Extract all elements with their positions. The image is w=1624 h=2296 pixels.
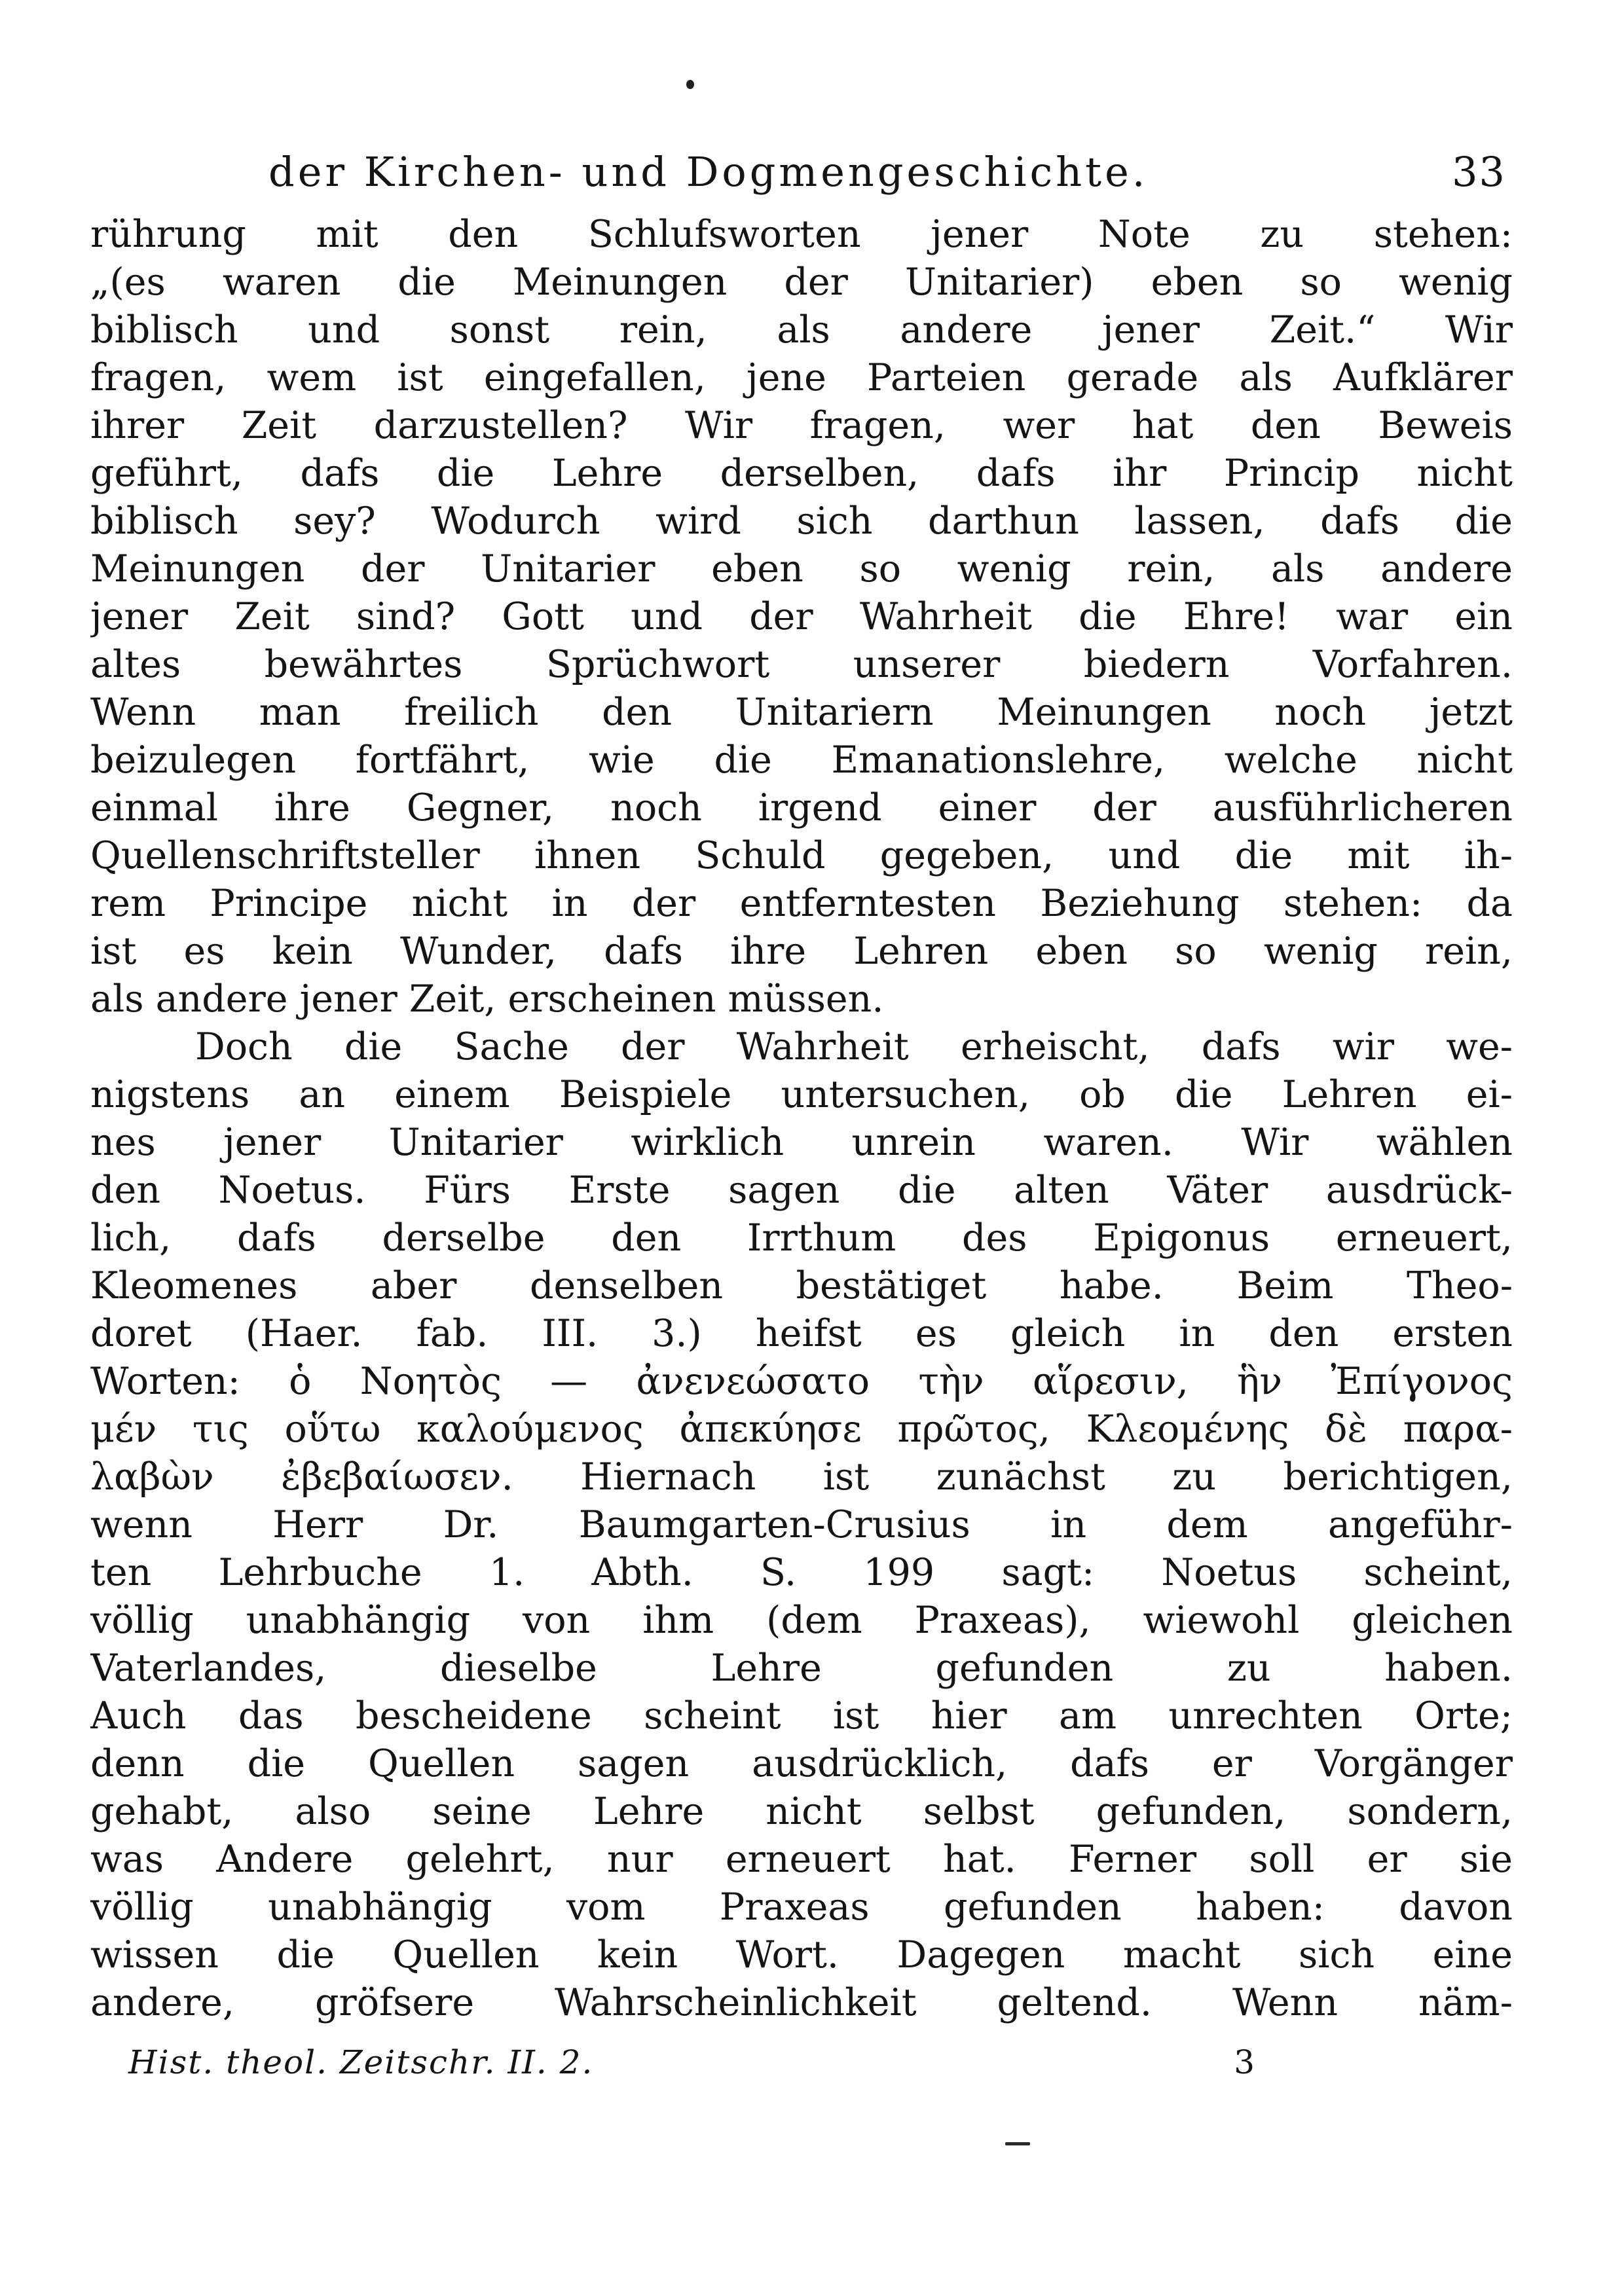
journal-reference: Hist. theol. Zeitschr. II. 2.	[128, 2043, 594, 2081]
page-header	[268, 143, 1506, 202]
text-line: Meinungen der Unitarier eben so wenig rein, als andere	[90, 547, 1513, 591]
text-line: biblisch sey? Wodurch wird sich darthun lassen, dafs die	[90, 500, 1513, 543]
text-line: Kleomenes aber denselben bestätiget habe. Beim Theo-	[90, 1264, 1513, 1307]
text-line: gehabt, also seine Lehre nicht selbst gefunden, sondern,	[90, 1790, 1513, 1833]
text-line: ihrer Zeit darzustellen? Wir fragen, wer hat den Beweis	[90, 404, 1513, 447]
text-line: völlig unabhängig von ihm (dem Praxeas), wiewohl gleichen	[90, 1599, 1513, 1642]
text-line: Wenn man freilich den Unitariern Meinungen noch jetzt	[90, 691, 1513, 734]
text-line: ist es kein Wunder, dafs ihre Lehren eben so wenig rein,	[90, 930, 1513, 973]
text-line: „(es waren die Meinungen der Unitarier) eben so wenig	[90, 261, 1513, 304]
page-footer	[128, 2036, 1255, 2088]
text-line: wissen die Quellen kein Wort. Dagegen macht sich eine	[90, 1933, 1513, 1977]
greek-quote-line: Worten: ὁ Νοητὸς — ἀνενεώσατο τὴν αἵρεσιν, ἣν Ἐπίγονος	[90, 1360, 1513, 1403]
text-line: fragen, wem ist eingefallen, jene Parteien gerade als Aufklärer	[90, 356, 1513, 399]
text-line: andere, gröfsere Wahrscheinlichkeit geltend. Wenn näm-	[90, 1981, 1513, 2024]
text-line: einmal ihre Gegner, noch irgend einer der ausführlicheren	[90, 786, 1513, 829]
text-line: doret (Haer. fab. III. 3.) heifst es gleich in den ersten	[90, 1312, 1513, 1355]
text-line: geführt, dafs die Lehre derselben, dafs ihr Princip nicht	[90, 452, 1513, 495]
text-line: rührung mit den Schlufsworten jener Note zu stehen:	[90, 213, 1513, 256]
paragraph-end-line: als andere jener Zeit, erscheinen müssen.	[90, 977, 884, 1021]
running-title: der Kirchen- und Dogmengeschichte.	[268, 148, 1149, 196]
text-line: rem Principe nicht in der entferntesten Beziehung stehen: da	[90, 882, 1513, 925]
signature-mark: 3	[1234, 2043, 1255, 2081]
page-number: 33	[1452, 148, 1506, 196]
text-line: nigstens an einem Beispiele untersuchen, ob die Lehren ei-	[90, 1073, 1513, 1116]
text-line: völlig unabhängig vom Praxeas gefunden haben: davon	[90, 1886, 1513, 1929]
text-line: jener Zeit sind? Gott und der Wahrheit die Ehre! war ein	[90, 595, 1513, 638]
greek-quote-line: λαβὼν ἐβεβαίωσεν. Hiernach ist zunächst zu berichtigen,	[90, 1455, 1513, 1499]
text-line: Vaterlandes, dieselbe Lehre gefunden zu haben.	[90, 1647, 1513, 1690]
text-line: nes jener Unitarier wirklich unrein waren. Wir wählen	[90, 1121, 1513, 1164]
text-line: Auch das bescheidene scheint ist hier am unrechten Orte;	[90, 1694, 1513, 1738]
paragraph-start-line: Doch die Sache der Wahrheit erheischt, dafs wir we-	[195, 1025, 1513, 1068]
text-line: was Andere gelehrt, nur erneuert hat. Ferner soll er sie	[90, 1838, 1513, 1881]
text-line: Quellenschriftsteller ihnen Schuld gegeben, und die mit ih-	[90, 834, 1513, 877]
text-line: wenn Herr Dr. Baumgarten-Crusius in dem angeführ-	[90, 1503, 1513, 1546]
text-line: biblisch und sonst rein, als andere jener Zeit.“ Wir	[90, 308, 1513, 352]
text-line: altes bewährtes Sprüchwort unserer biedern Vorfahren.	[90, 643, 1513, 686]
ink-speck	[686, 80, 694, 89]
body-text	[90, 211, 1513, 2027]
ink-dash	[1005, 2142, 1030, 2145]
text-line: denn die Quellen sagen ausdrücklich, dafs er Vorgänger	[90, 1742, 1513, 1785]
text-line: beizulegen fortfährt, wie die Emanationslehre, welche nicht	[90, 738, 1513, 782]
text-line: ten Lehrbuche 1. Abth. S. 199 sagt: Noetus scheint,	[90, 1551, 1513, 1594]
text-line: den Noetus. Fürs Erste sagen die alten Väter ausdrück-	[90, 1169, 1513, 1212]
greek-quote-line: μέν τις οὕτω καλούμενος ἀπεκύησε πρῶτος, Κλεομένης δὲ παρα-	[90, 1408, 1513, 1451]
text-line: lich, dafs derselbe den Irrthum des Epigonus erneuert,	[90, 1216, 1513, 1260]
